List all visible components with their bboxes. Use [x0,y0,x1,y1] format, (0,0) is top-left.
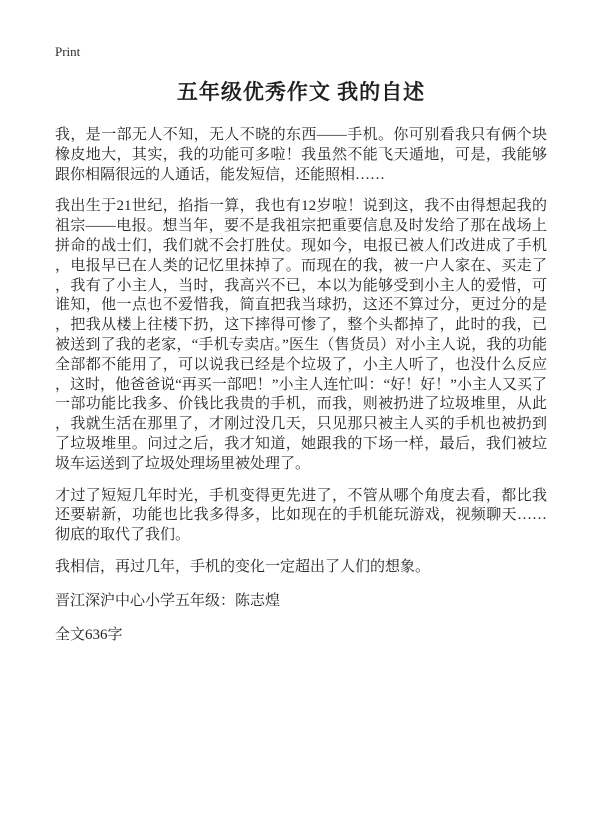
essay-paragraph-3: 才过了短短几年时光，手机变得更先进了，不管从哪个角度去看，都比我还要崭新，功能也比我多得多，比如现在的手机能玩游戏，视频聊天……彻底的取代了我们。 [55,487,547,544]
essay-byline: 晋江深沪中心小学五年级：陈志煌 [55,592,281,609]
essay-title: 五年级优秀作文 我的自述 [176,80,426,104]
essay-paragraph-4: 我相信，再过几年，手机的变化一定超出了人们的想象。 [55,558,431,575]
essay-word-count: 全文636字 [55,626,123,643]
print-link[interactable]: Print [55,44,81,59]
essay-paragraph-2: 我出生于21世纪，掐指一算，我也有12岁啦！说到这，我不由得想起我的祖宗——电报。想当年，要不是我祖宗把重要信息及时发给了那在战场上拼命的战士们，我们就不会打胜仗。现如今，电报已被人们改进成了手机，电报早已在人类的记忆里抹掉了。而现在的我，被一户人家在、买走了，我有了小主人，当时，我高兴不已，本以为能够受到小主人的爱惜，可谁知，他一点也不爱惜我，简直把我当球扔，这还不算过分，更过分的是，把我从楼上往楼下扔，这下摔得可惨了，整个头都掉了，此时的我，已被送到了我的老家，“手机专卖店。”医生（售货员）对小主人说，我的功能全部都不能用了，可以说我已经是个垃圾了，小主人听了，也没什么反应，这时，他爸爸说“再买一部吧！”小主人连忙叫：“好！好！”小主人又买了一部功能比我多、价钱比我贵的手机，而我，则被扔进了垃圾堆里，从此，我就生活在那里了，才刚过没几天，只见那只被主人买的手机也被扔到了垃圾堆里。问过之后，我才知道，她跟我的下场一样，最后，我们被垃圾车运送到了垃圾处理场里被处理了。 [55,198,547,472]
essay-paragraph-1: 我，是一部无人不知，无人不晓的东西——手机。你可别看我只有俩个块橡皮地大，其实，我的功能可多啦！我虽然不能飞天遁地，可是，我能够跟你相隔很远的人通话，能发短信，还能照相…… [55,127,547,183]
